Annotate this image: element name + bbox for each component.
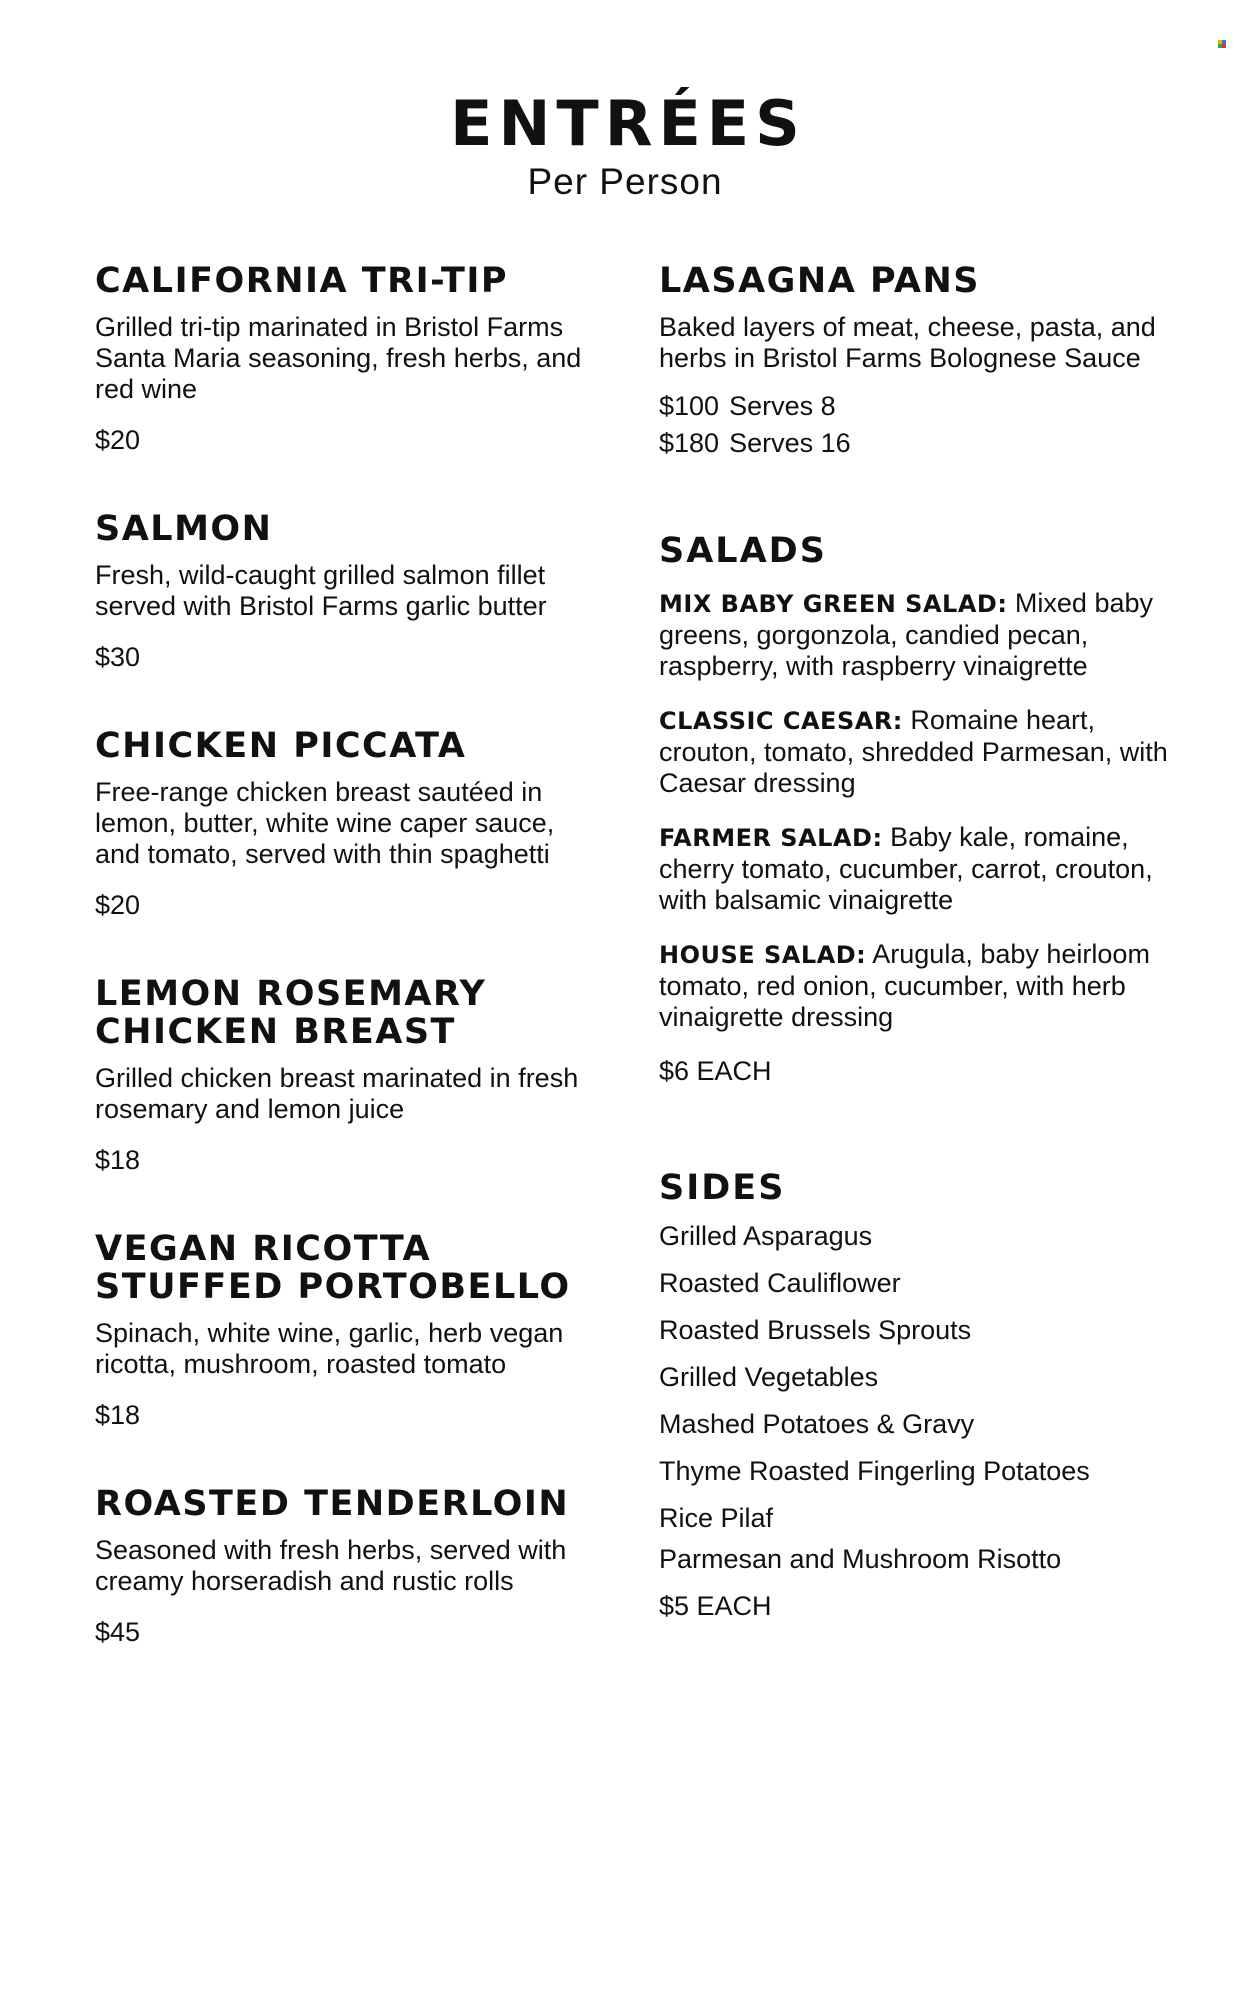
serving-option: [659, 388, 1179, 425]
serving-size: Serves 16: [729, 428, 851, 458]
salad-name: MIX BABY GREEN SALAD:: [659, 590, 1008, 618]
right-column: [659, 262, 1179, 1622]
menu-item-lemon-rosemary-chicken: [95, 975, 595, 1176]
item-description: Seasoned with fresh herbs, served with creamy horseradish and rustic rolls: [95, 1535, 567, 1596]
salad-description: Baby kale, romaine, cherry tomato, cucumber, carrot, crouton, with balsamic vinaigrette: [659, 822, 1153, 915]
item-price: $18: [95, 1400, 141, 1430]
side-item: Parmesan and Mushroom Risotto: [659, 1544, 1062, 1574]
section-title: SALADS: [659, 531, 827, 571]
serving-option: [659, 425, 1179, 462]
salad-description: Arugula, baby heirloom tomato, red onion, cucumber, with herb vinaigrette dressing: [659, 939, 1150, 1032]
side-item: Grilled Vegetables: [659, 1362, 879, 1392]
side-item: Roasted Brussels Sprouts: [659, 1315, 972, 1345]
menu-item-roasted-tenderloin: [95, 1485, 595, 1648]
menu-item-vegan-portobello: [95, 1230, 595, 1431]
item-title: SALMON: [95, 509, 273, 549]
salad-description: Mixed baby greens, gorgonzola, candied pecan, raspberry, with raspberry vinaigrette: [659, 588, 1153, 681]
side-item: Thyme Roasted Fingerling Potatoes: [659, 1456, 1090, 1486]
item-price: $18: [95, 1145, 141, 1175]
salad-name: CLASSIC CAESAR:: [659, 707, 903, 735]
item-description: Baked layers of meat, cheese, pasta, and herbs in Bristol Farms Bolognese Sauce: [659, 312, 1156, 373]
page-title: ENTRÉES: [450, 87, 806, 160]
corner-color-mark: [1218, 40, 1226, 48]
serving-size: Serves 8: [729, 391, 836, 421]
side-item: Roasted Cauliflower: [659, 1268, 901, 1298]
item-title: LASAGNA PANS: [659, 261, 981, 301]
serving-price: $100: [659, 391, 720, 421]
salad-item: [659, 822, 1179, 916]
serving-price: $180: [659, 428, 720, 458]
side-item: Rice Pilaf: [659, 1503, 774, 1533]
salads-price: $6 EACH: [659, 1056, 772, 1086]
salad-item: [659, 588, 1179, 682]
item-description: Grilled tri-tip marinated in Bristol Farms Santa Maria seasoning, fresh herbs, and red wine: [95, 312, 582, 404]
section-title: SIDES: [659, 1168, 786, 1208]
salad-item: [659, 705, 1179, 799]
menu-item-lasagna-pans: [659, 262, 1179, 462]
menu-item-tri-tip: [95, 262, 595, 456]
item-description: Free-range chicken breast sautéed in lemon, butter, white wine caper sauce, and tomato, served with thin spaghetti: [95, 777, 555, 869]
entrees-column: [95, 262, 595, 1702]
item-price: $30: [95, 642, 141, 672]
sides-section: [659, 1169, 1179, 1622]
item-price: $20: [95, 425, 141, 455]
salad-name: FARMER SALAD:: [659, 824, 883, 852]
menu-item-chicken-piccata: [95, 727, 595, 921]
item-price: $45: [95, 1617, 141, 1647]
sides-price: $5 EACH: [659, 1591, 772, 1621]
item-title: ROASTED TENDERLOIN: [95, 1484, 570, 1524]
item-price: $20: [95, 890, 141, 920]
salad-name: HOUSE SALAD:: [659, 941, 867, 969]
item-description: Grilled chicken breast marinated in fresh rosemary and lemon juice: [95, 1063, 579, 1124]
item-title: CHICKEN PICCATA: [95, 726, 467, 766]
salads-section: [659, 532, 1179, 1087]
item-title: CALIFORNIA TRI-TIP: [95, 261, 509, 301]
item-title: LEMON ROSEMARY CHICKEN BREAST: [95, 974, 487, 1052]
salad-item: [659, 939, 1179, 1033]
item-title: VEGAN RICOTTA STUFFED PORTOBELLO: [95, 1229, 571, 1307]
item-description: Spinach, white wine, garlic, herb vegan ricotta, mushroom, roasted tomato: [95, 1318, 564, 1379]
page-subtitle: Per Person: [527, 161, 723, 202]
serving-options: [659, 388, 1179, 462]
side-item: Mashed Potatoes & Gravy: [659, 1409, 975, 1439]
salad-description: Romaine heart, crouton, tomato, shredded Parmesan, with Caesar dressing: [659, 705, 1168, 798]
page-header: [0, 88, 1250, 204]
side-item: Grilled Asparagus: [659, 1221, 873, 1251]
menu-item-salmon: [95, 510, 595, 673]
item-description: Fresh, wild-caught grilled salmon fillet served with Bristol Farms garlic butter: [95, 560, 547, 621]
